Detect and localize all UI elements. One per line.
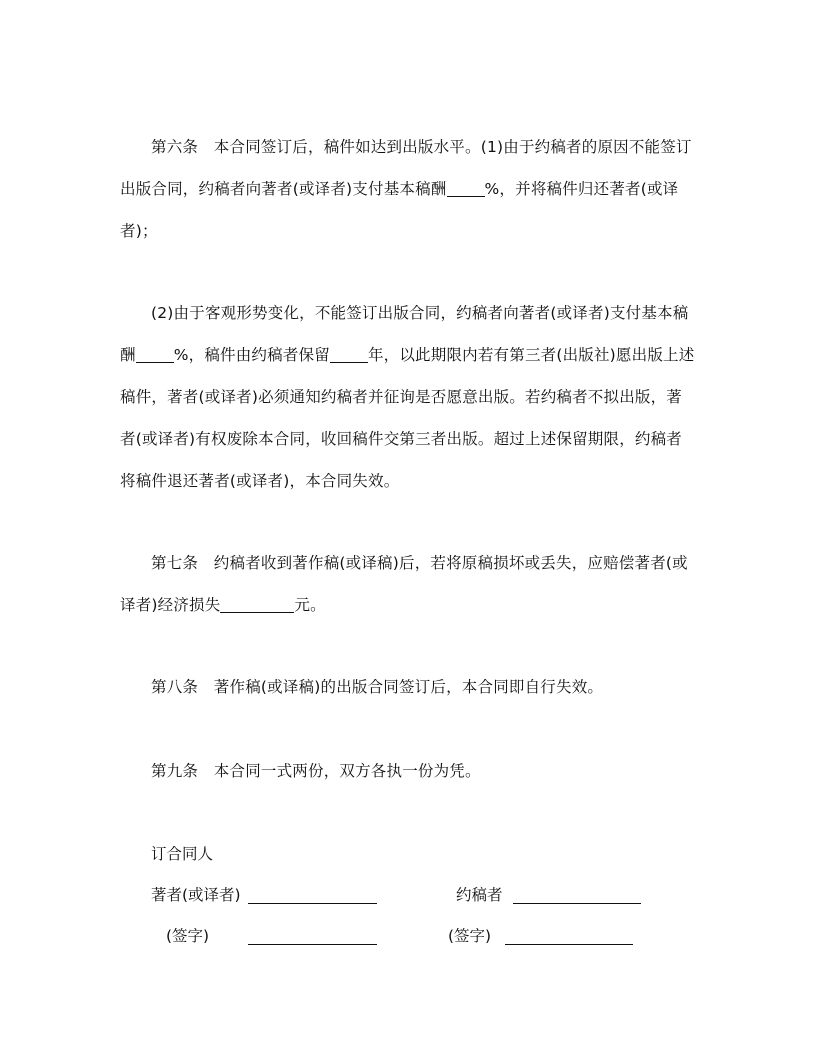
article-6-2-line-3: 稿件，著者(或译者)必须通知约稿者并征询是否愿意出版。若约稿者不拟出版，著	[120, 388, 682, 406]
article-6-2-line-5: 将稿件退还著者(或译者)，本合同失效。	[120, 472, 400, 490]
article-6-2-line-4: 者(或译者)有权废除本合同，收回稿件交第三者出版。超过上述保留期限，约稿者	[120, 430, 682, 448]
article-9-line-1: 第九条 本合同一式两份，双方各执一份为凭。	[151, 762, 481, 780]
article-8-line-1: 第八条 著作稿(或译稿)的出版合同签订后，本合同即自行失效。	[151, 678, 604, 696]
base-fee-percent-blank	[447, 180, 485, 197]
commissioner-signature-line	[513, 903, 641, 904]
article-6-2-line-2-text-c: 年，以此期限内若有第三者(出版社)愿出版上述	[367, 346, 695, 364]
article-6-clause-2	[120, 292, 700, 502]
article-6-2-line-1: (2)由于客观形势变化，不能签订出版合同，约稿者向著者(或译者)支付基本稿	[151, 304, 689, 322]
article-7-line-1: 第七条 约稿者收到著作稿(或译稿)后，若将原稿损坏或丢失，应赔偿著者(或	[151, 554, 688, 572]
article-6-line-3: 者)；	[120, 222, 158, 240]
signatories-heading: 订合同人	[151, 845, 214, 863]
article-6-line-2-text-b: %，并将稿件归还著者(或译	[484, 180, 679, 198]
article-6-2-line-2-text-b: %，稿件由约稿者保留	[173, 346, 330, 364]
article-7-line-2	[120, 584, 700, 626]
article-7-line-2-text-a: 译者)经济损失	[120, 596, 221, 614]
author-sign-line	[248, 944, 377, 945]
commissioner-label: 约稿者	[456, 886, 503, 904]
article-8	[120, 666, 700, 708]
article-7	[120, 542, 700, 626]
article-6	[120, 126, 700, 252]
author-signature-line	[248, 903, 377, 904]
article-6-line-1: 第六条 本合同签订后，稿件如达到出版水平。(1)由于约稿者的原因不能签订	[151, 138, 692, 156]
article-7-line-2-text-b: 元。	[294, 596, 326, 614]
article-6-2-line-2	[120, 334, 700, 376]
article-9	[120, 750, 700, 792]
author-sign-label: (签字)	[166, 927, 210, 945]
article-6-2-line-2-text-a: 酬	[120, 346, 136, 364]
article-6-line-2	[120, 168, 700, 210]
commissioner-sign-line	[505, 944, 633, 945]
compensation-amount-blank	[220, 596, 294, 613]
article-6-line-2-text-a: 出版合同，约稿者向著者(或译者)支付基本稿酬	[120, 180, 447, 198]
author-label: 著者(或译者)	[151, 886, 241, 904]
fee-percent-blank	[136, 346, 174, 363]
commissioner-sign-label: (签字)	[448, 927, 492, 945]
retention-years-blank	[330, 346, 368, 363]
